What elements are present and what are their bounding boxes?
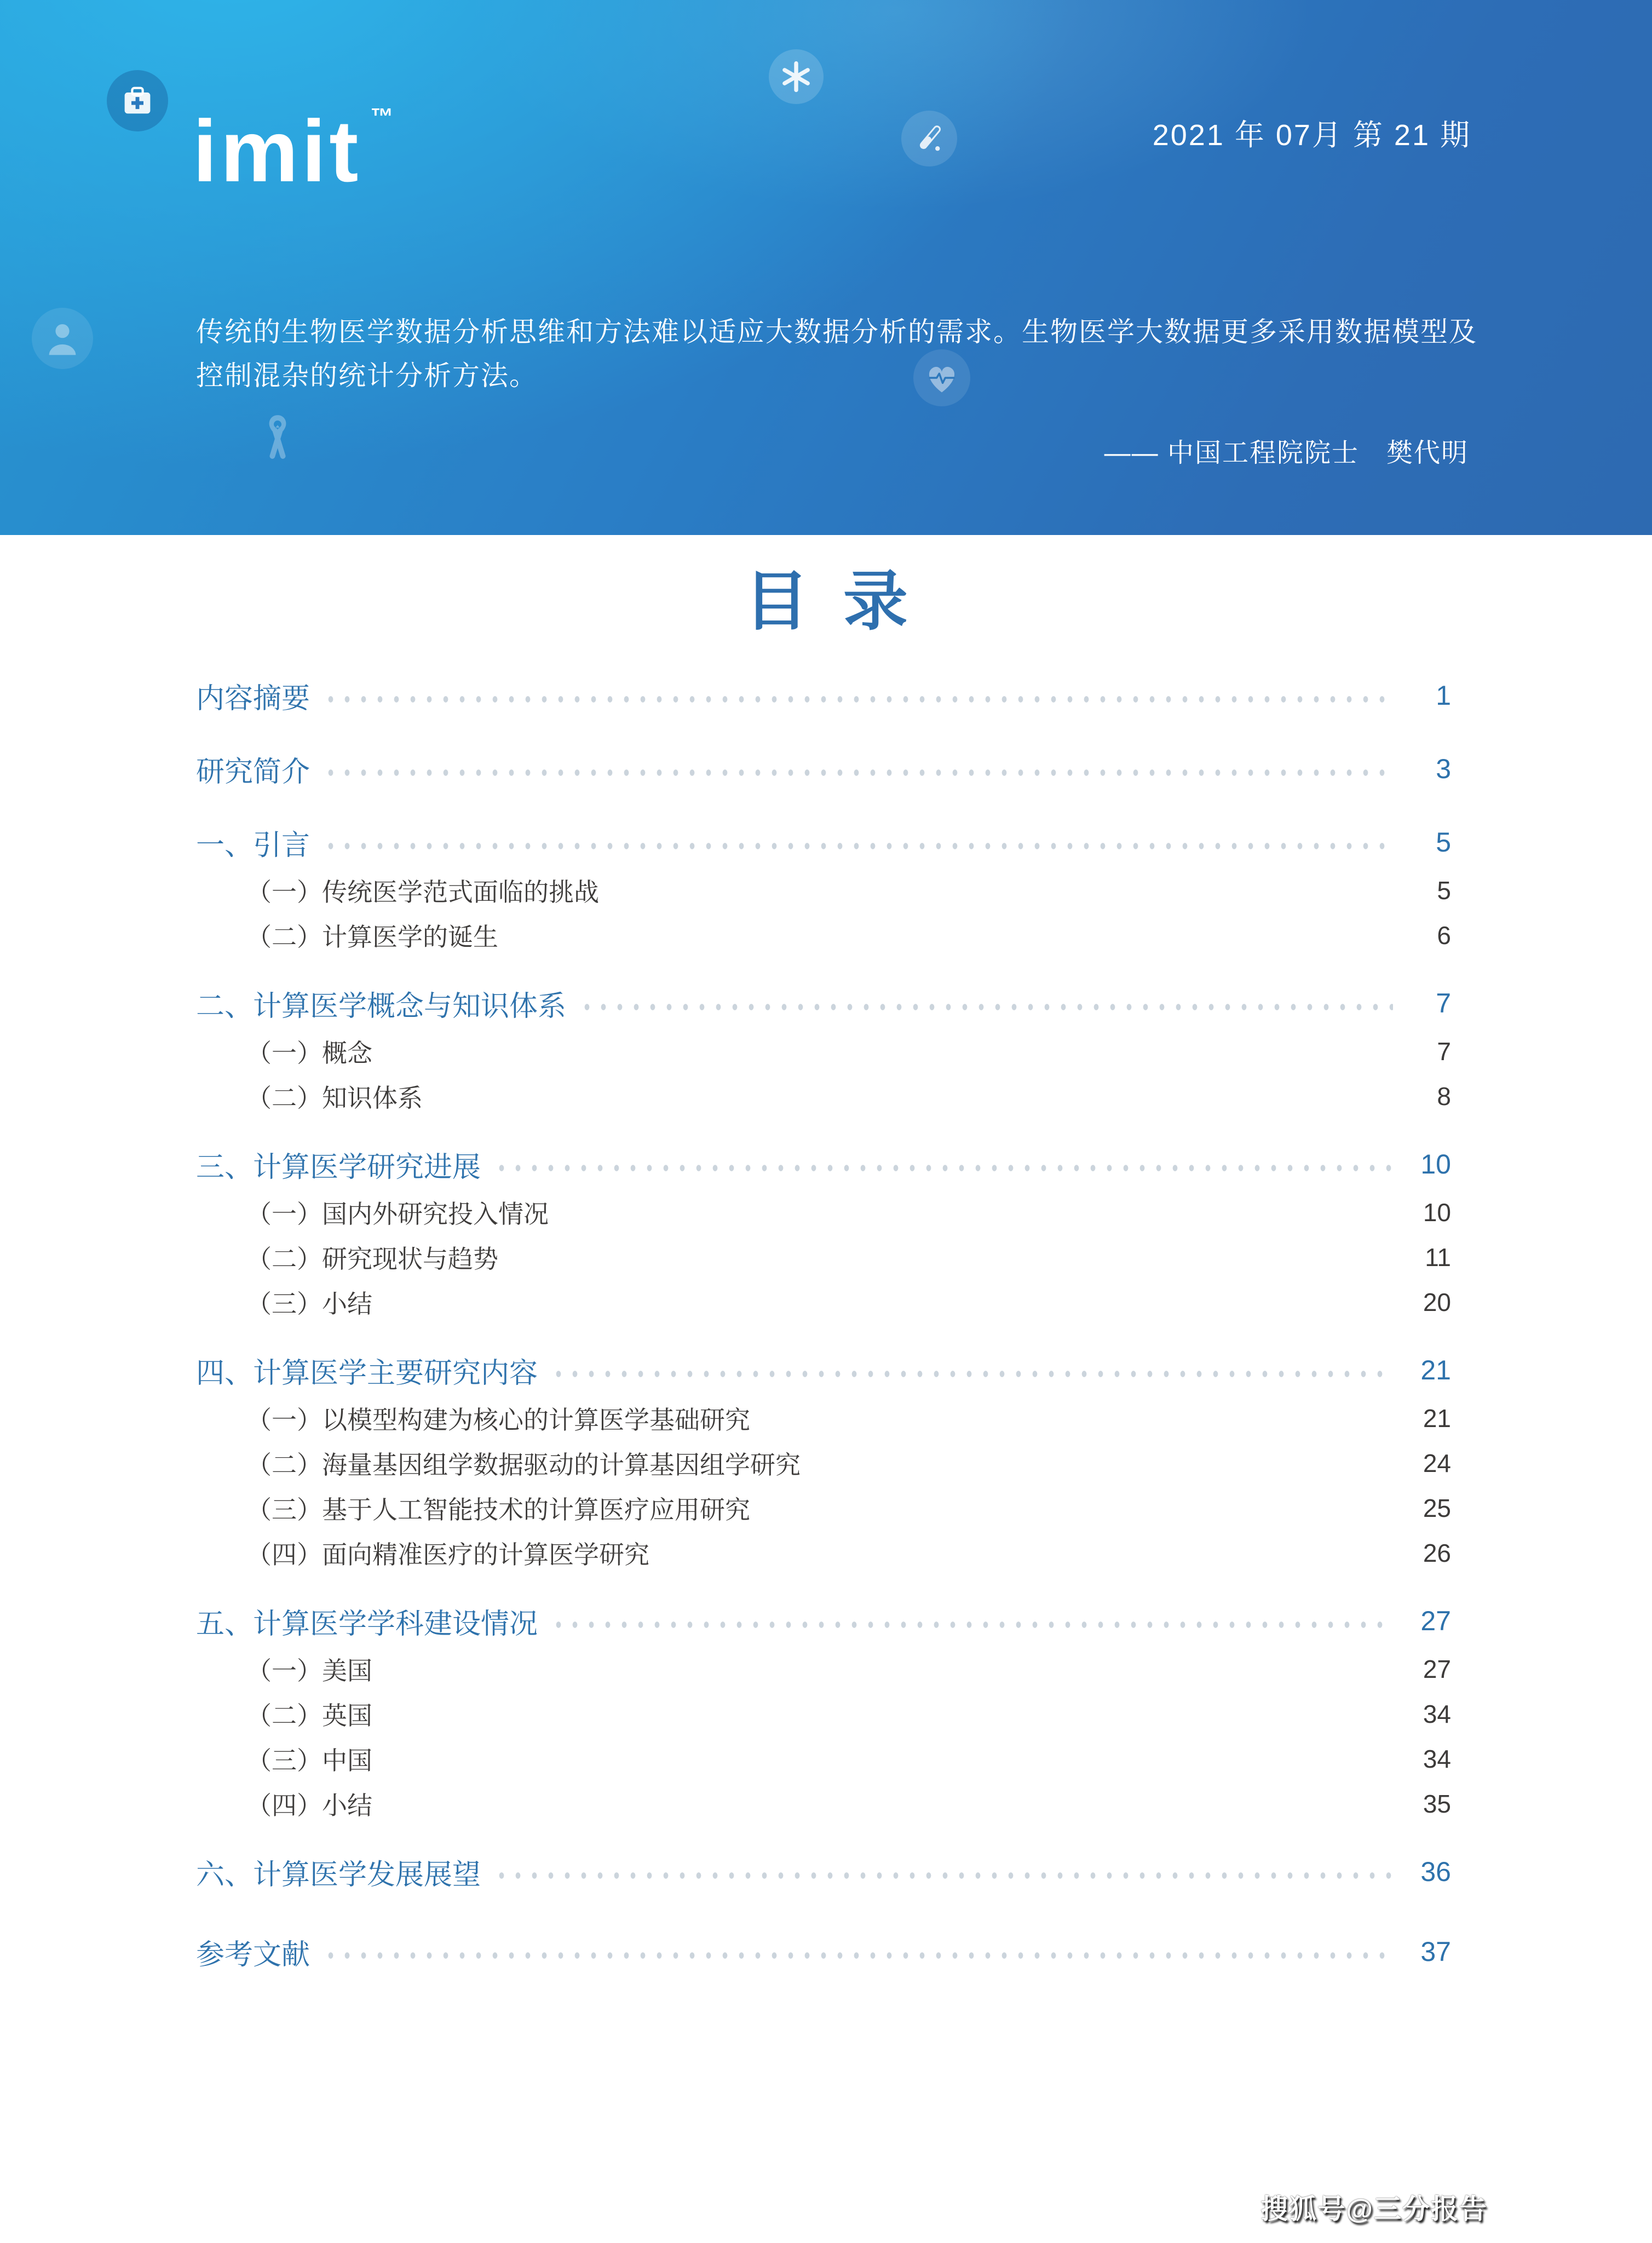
toc-entry-page: 7 [1437, 1037, 1451, 1066]
star-of-life-icon [769, 49, 824, 104]
toc-entry-label: （二）研究现状与趋势 [246, 1245, 498, 1273]
dot-leader [326, 768, 1393, 777]
toc-entry-label: （二）海量基因组学数据驱动的计算基因组学研究 [246, 1451, 801, 1479]
dot-leader [515, 1257, 1393, 1266]
toc-entry[interactable] [196, 1787, 1451, 1820]
toc-entry-label: 一、引言 [196, 829, 310, 861]
toc-entry-page: 8 [1437, 1082, 1451, 1111]
toc-entry-label: 六、计算医学发展展望 [196, 1859, 481, 1891]
toc-entry-page: 36 [1420, 1856, 1451, 1887]
toc-entry-page: 6 [1437, 921, 1451, 950]
toc-entry-label: （二）计算医学的诞生 [246, 923, 498, 951]
toc-entry[interactable] [196, 1196, 1451, 1229]
toc-entry-label: （一）国内外研究投入情况 [246, 1200, 549, 1228]
dot-leader [389, 1758, 1393, 1767]
toc-entry-label: （四）小结 [246, 1791, 372, 1820]
toc-entry-page: 5 [1437, 876, 1451, 905]
toc-entry-label: （四）面向精准医疗的计算医学研究 [246, 1540, 649, 1569]
toc-entry-page: 21 [1420, 1355, 1451, 1385]
toc-entry-label: （二）知识体系 [246, 1084, 423, 1112]
dot-leader [565, 1212, 1393, 1221]
toc-entry-label: 四、计算医学主要研究内容 [196, 1357, 538, 1389]
dot-leader [389, 1669, 1393, 1677]
dot-leader [326, 842, 1393, 850]
issue-date: 2021 年 07月 第 21 期 [1152, 119, 1471, 152]
quote-line-1: 传统的生物医学数据分析思维和方法难以适应大数据分析的需求。生物医学大数据更多采用数据模型及 [196, 317, 1477, 347]
dot-leader [389, 1051, 1393, 1060]
toc-entry-page: 20 [1423, 1288, 1451, 1316]
toc-entry-page: 27 [1420, 1606, 1451, 1636]
toc-entry-label: 二、计算医学概念与知识体系 [196, 990, 567, 1022]
toc-entry[interactable] [196, 1604, 1451, 1640]
awareness-ribbon-icon [253, 406, 302, 468]
toc-entry[interactable] [196, 1698, 1451, 1730]
banner [0, 0, 1652, 535]
toc-entry-label: （一）传统医学范式面临的挑战 [246, 878, 599, 906]
toc-entry-label: 五、计算医学学科建设情况 [196, 1608, 538, 1640]
dot-leader [583, 1003, 1393, 1011]
toc-entry[interactable] [196, 1286, 1451, 1319]
toc-entry-label: 内容摘要 [196, 682, 310, 715]
toc-entry[interactable] [196, 1653, 1451, 1686]
toc-entry[interactable] [196, 1080, 1451, 1113]
dot-leader [554, 1620, 1393, 1629]
toc-entry[interactable] [196, 1855, 1451, 1891]
toc-entry[interactable] [196, 1241, 1451, 1274]
toc-entry-page: 34 [1423, 1700, 1451, 1728]
dot-leader [767, 1508, 1393, 1516]
toc-entry-label: 参考文献 [196, 1939, 310, 1971]
toc-entry-label: 三、计算医学研究进展 [196, 1151, 481, 1183]
toc-entry-page: 26 [1423, 1539, 1451, 1567]
toc-entry-label: （一）概念 [246, 1039, 372, 1067]
quote [196, 310, 1477, 398]
toc-title: 目 录 [744, 566, 908, 638]
toc-entry-page: 27 [1423, 1655, 1451, 1683]
dot-leader [326, 695, 1393, 704]
toc-list [196, 679, 1451, 1971]
quote-attribution: —— 中国工程院院士 樊代明 [1104, 439, 1469, 468]
toc-entry[interactable] [196, 1148, 1451, 1181]
dot-leader [817, 1463, 1393, 1471]
toc-entry-page: 37 [1420, 1936, 1451, 1967]
dot-leader [615, 890, 1393, 899]
dot-leader [666, 1552, 1393, 1561]
dot-leader [497, 1871, 1393, 1880]
dot-leader [439, 1096, 1393, 1105]
toc-entry-label: （三）基于人工智能技术的计算医疗应用研究 [246, 1496, 750, 1524]
toc-entry-page: 35 [1423, 1790, 1451, 1818]
test-tube-icon [901, 111, 957, 166]
toc-entry-label: 研究简介 [196, 756, 310, 788]
toc-entry-label: （一）美国 [246, 1657, 372, 1685]
toc-entry[interactable] [196, 1935, 1451, 1971]
trademark-symbol: ™ [370, 103, 394, 129]
toc-entry[interactable] [196, 1492, 1451, 1525]
toc-entry[interactable] [196, 1742, 1451, 1775]
toc-entry-page: 10 [1423, 1198, 1451, 1227]
toc-entry-page: 21 [1423, 1404, 1451, 1433]
toc-entry-label: （三）中国 [246, 1746, 372, 1775]
toc-entry[interactable] [196, 874, 1451, 907]
quote-line-2: 控制混杂的统计分析方法。 [196, 360, 538, 391]
toc-entry[interactable] [196, 1537, 1451, 1569]
dot-leader [767, 1418, 1393, 1427]
toc-entry[interactable] [196, 826, 1451, 859]
toc-entry-page: 11 [1425, 1243, 1451, 1272]
toc-entry[interactable] [196, 1354, 1451, 1387]
brand-logo-text: imit [193, 102, 362, 200]
toc-entry-page: 7 [1436, 988, 1451, 1019]
toc-entry-page: 24 [1423, 1449, 1451, 1477]
toc-entry[interactable] [196, 752, 1451, 788]
dot-leader [389, 1713, 1393, 1722]
toc-entry[interactable] [196, 1447, 1451, 1480]
toc-entry-label: （三）小结 [246, 1290, 372, 1318]
toc-entry-page: 34 [1423, 1745, 1451, 1773]
toc-entry-page: 1 [1436, 680, 1451, 711]
dot-leader [554, 1370, 1393, 1378]
toc-entry-label: （二）英国 [246, 1701, 372, 1730]
toc-entry-page: 5 [1436, 827, 1451, 858]
toc-entry[interactable] [196, 1402, 1451, 1435]
first-aid-kit-icon [107, 70, 168, 131]
dot-leader [389, 1302, 1393, 1310]
toc-entry[interactable] [196, 1035, 1451, 1068]
person-icon [32, 308, 93, 369]
dot-leader [515, 935, 1393, 944]
toc-entry-page: 3 [1436, 754, 1451, 784]
toc-entry-label: （一）以模型构建为核心的计算医学基础研究 [246, 1406, 750, 1434]
toc-entry[interactable] [196, 987, 1451, 1020]
toc-entry[interactable] [196, 919, 1451, 952]
dot-leader [497, 1164, 1393, 1172]
toc-entry-page: 25 [1423, 1494, 1451, 1522]
dot-leader [389, 1803, 1393, 1812]
brand-logo [193, 102, 394, 200]
toc-entry[interactable] [196, 679, 1451, 715]
toc-entry-page: 10 [1420, 1149, 1451, 1180]
dot-leader [326, 1951, 1393, 1960]
watermark: 搜狐号@三分报告 [1260, 2194, 1488, 2224]
